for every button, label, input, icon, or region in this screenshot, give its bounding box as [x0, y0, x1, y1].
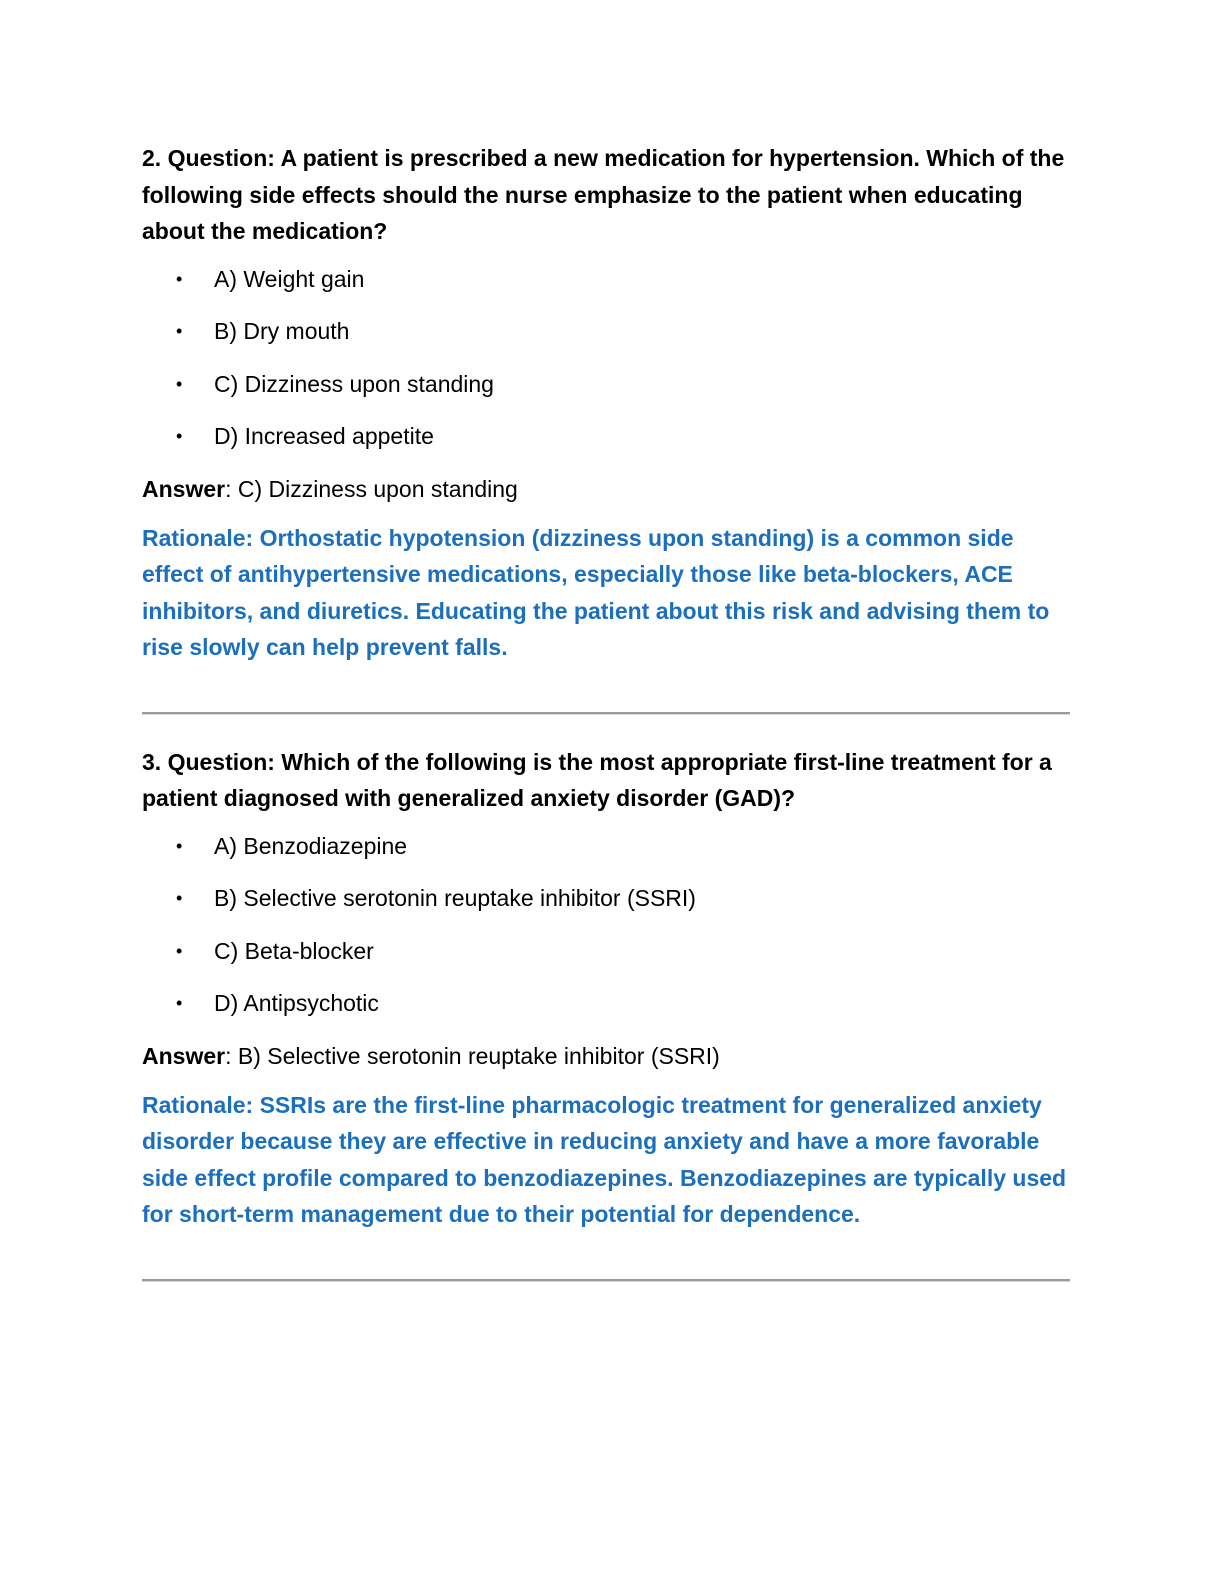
option-item	[142, 369, 1070, 399]
bullet-icon: •	[176, 835, 183, 856]
question-text: 2. Question: A patient is prescribed a new medication for hypertension. Which of the following side effects should the nurse emphasize to the patient when educating about the medication?	[142, 145, 1065, 244]
option-label: B) Selective serotonin reuptake inhibitor (SSRI)	[214, 885, 696, 911]
bullet-icon: •	[176, 373, 183, 394]
bullet-icon: •	[176, 321, 183, 341]
options-list	[142, 264, 1070, 452]
option-label: C) Beta-blocker	[214, 937, 374, 964]
bullet-icon: •	[176, 888, 183, 908]
bullet-icon: •	[176, 268, 183, 289]
option-label: A) Benzodiazepine	[214, 832, 408, 859]
option-label: D) Antipsychotic	[214, 990, 379, 1016]
rationale-text: Rationale: Orthostatic hypotension (dizziness upon standing) is a common side effect of antihypertensive medications, especially those like beta-blockers, ACE inhibitors, and diuretics. Educating the patient about this risk and advising them to rise slowly can help prevent falls.	[142, 524, 1050, 660]
option-item	[142, 883, 1070, 913]
bullet-icon: •	[176, 993, 183, 1013]
option-label: C) Dizziness upon standing	[214, 370, 494, 397]
answer-label: Answer	[142, 1042, 226, 1069]
section-divider	[142, 1279, 1070, 1281]
option-label: D) Increased appetite	[214, 423, 434, 449]
option-item	[142, 831, 1070, 861]
option-item	[142, 936, 1070, 966]
options-list	[142, 831, 1070, 1019]
bullet-icon: •	[176, 940, 183, 961]
answer-line	[142, 1041, 1070, 1071]
document-page	[142, 140, 1070, 1281]
question-text: 3. Question: Which of the following is the most appropriate first-line treatment for a patient diagnosed with generalized anxiety disorder (GAD)?	[142, 748, 1052, 811]
answer-line	[142, 474, 1070, 504]
option-item	[142, 421, 1070, 451]
option-label: A) Weight gain	[214, 265, 365, 292]
option-item	[142, 316, 1070, 346]
answer-label: Answer	[142, 475, 226, 502]
rationale-text: Rationale: SSRIs are the first-line pharmacologic treatment for generalized anxiety disorder because they are effective in reducing anxiety and have a more favorable side effect profile compared to benzodiazepines. Benzodiazepines are typically used for short-term management due to their potential for dependence.	[142, 1091, 1067, 1227]
question-section-3	[142, 744, 1070, 1281]
section-divider	[142, 712, 1070, 714]
option-item	[142, 264, 1070, 294]
question-section-2	[142, 140, 1070, 714]
option-label: B) Dry mouth	[214, 318, 350, 344]
answer-text: : C) Dizziness upon standing	[225, 475, 518, 502]
bullet-icon: •	[176, 426, 183, 446]
option-item	[142, 988, 1070, 1018]
answer-text: : B) Selective serotonin reuptake inhibitor (SSRI)	[225, 1042, 720, 1069]
